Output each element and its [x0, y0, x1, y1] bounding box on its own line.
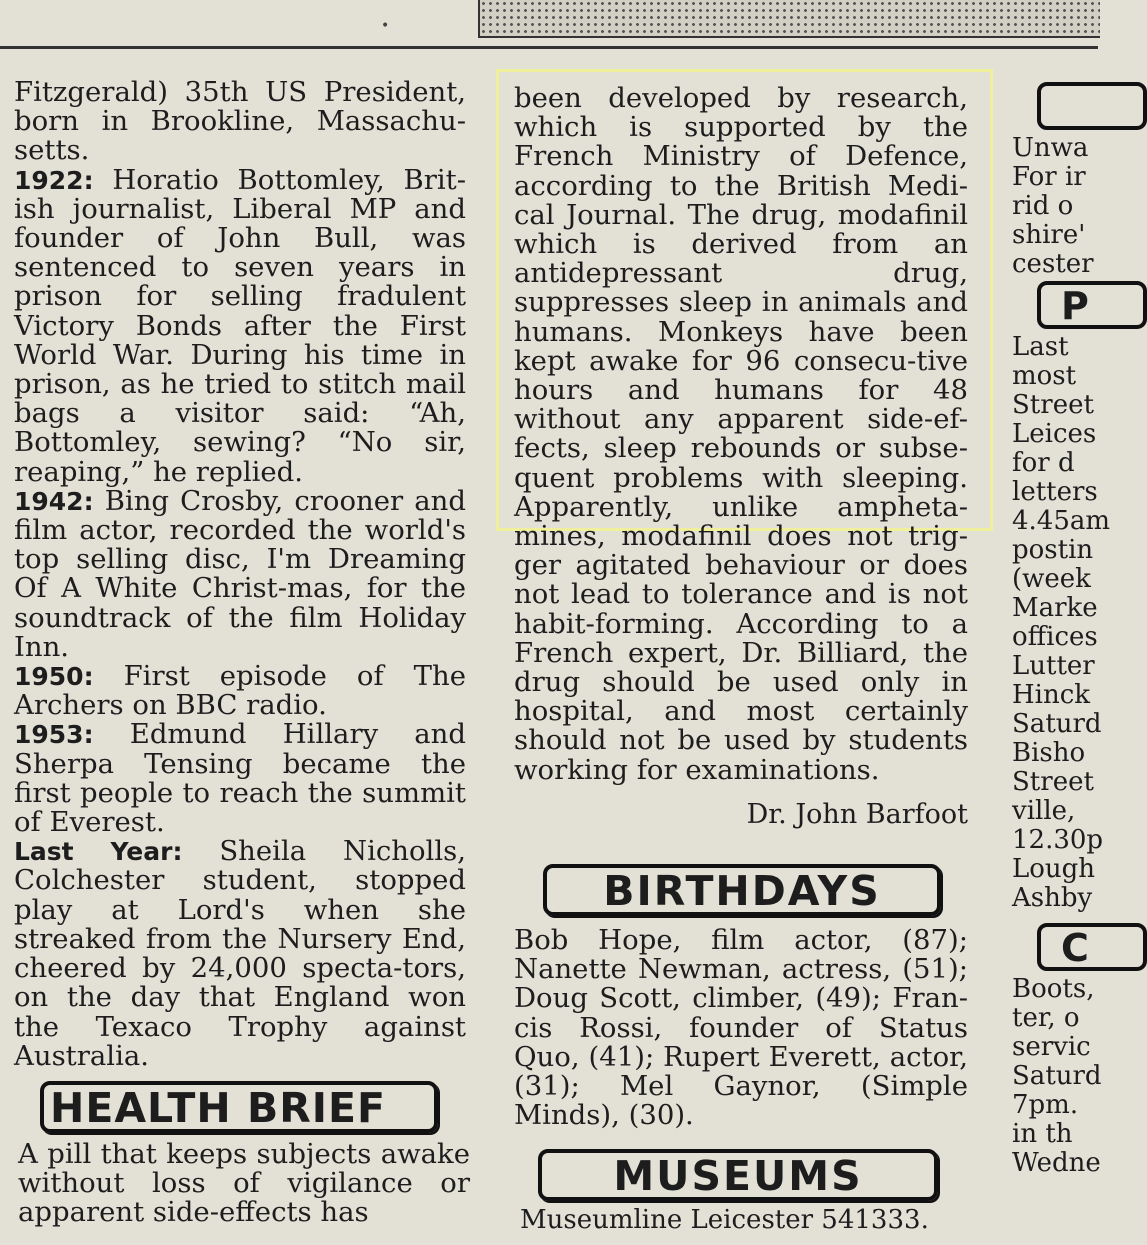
cropped-line: postin	[1012, 535, 1094, 565]
page-rule	[0, 46, 1098, 49]
entry-1953	[14, 720, 466, 837]
cropped-heading-c: C	[1037, 923, 1147, 971]
entry-text: Horatio Bottomley, Brit-ish journalist, Liberal MP and founder of John Bull, was sentenced to seven years in prison for selling fradulent Victory Bonds after the First World War. During his time in prison, as he tried to stitch mail bags a visitor said: “Ah, Bottomley, sewing? “No sir, reaping,” he replied.	[14, 163, 466, 488]
cropped-line: ville,	[1012, 796, 1076, 826]
cropped-line: cester	[1012, 249, 1094, 279]
cropped-line: Boots,	[1012, 974, 1095, 1004]
entry-year: 1922:	[14, 165, 94, 195]
cropped-line: Unwa	[1012, 133, 1089, 163]
cropped-line: Marke	[1012, 593, 1098, 623]
cropped-lines-c	[1012, 974, 1102, 1178]
cropped-line: Lutter	[1012, 651, 1095, 681]
cropped-line: Saturd	[1012, 709, 1102, 739]
entry-text: First episode of The Archers on BBC radio.	[14, 660, 466, 722]
entry-year: 1942:	[14, 486, 94, 516]
entry-last-year	[14, 837, 466, 1071]
cropped-line: Saturd	[1012, 1061, 1102, 1091]
halftone-strip	[478, 0, 1100, 38]
cropped-lines-b	[1012, 332, 1111, 913]
entry-year: Last Year:	[14, 837, 183, 867]
article-signature: Dr. John Barfoot	[746, 798, 968, 830]
cropped-line: Ashby	[1012, 883, 1093, 913]
entry-text: Sheila Nicholls, Colchester student, stopped play at Lord's when she streaked from the Nursery End, cheered by 24,000 specta-tors, on the day that England won the Texaco Trophy against Australia.	[14, 835, 466, 1072]
cropped-line: For ir	[1012, 162, 1086, 192]
cropped-line: offices	[1012, 622, 1098, 652]
cropped-heading-box	[1037, 82, 1147, 130]
entry-1942	[14, 484, 466, 663]
cropped-line: (week	[1012, 564, 1091, 594]
cropped-line: most	[1012, 361, 1077, 391]
cropped-heading-p: P	[1037, 281, 1147, 329]
cropped-line: Hinck	[1012, 680, 1091, 710]
entry-jfk	[14, 78, 466, 166]
cropped-line: Leices	[1012, 419, 1097, 449]
museums-text: Museumline Leicester 541333.	[520, 1205, 929, 1235]
print-speck: •	[381, 18, 390, 34]
cropped-line: Street	[1012, 390, 1094, 420]
cropped-line: Wedne	[1012, 1148, 1101, 1178]
birthdays-text: Bob Hope, film actor, (87); Nanette Newman, actress, (51); Doug Scott, climber, (49); Fran-cis Rossi, founder of Status Quo, (41); Rupert Everett, actor, (31); Mel Gaynor, (Simple Minds), (30).	[514, 924, 968, 1132]
cropped-line: Lough	[1012, 854, 1096, 884]
entry-1950	[14, 662, 466, 720]
column-health-continued	[514, 84, 968, 830]
entry-year: 1953:	[14, 720, 94, 750]
cropped-line: letters	[1012, 477, 1098, 507]
cropped-line: Last	[1012, 332, 1069, 362]
column-on-this-day	[14, 78, 466, 1071]
cropped-line: servic	[1012, 1032, 1091, 1062]
museums-heading: MUSEUMS	[538, 1149, 938, 1201]
health-brief-text: A pill that keeps subjects awake without loss of vigilance or apparent side-effects has	[18, 1138, 470, 1229]
cropped-line: 4.45am	[1012, 506, 1111, 536]
cropped-line: in th	[1012, 1119, 1073, 1149]
cropped-line: 12.30p	[1012, 825, 1104, 855]
health-brief-heading: HEALTH BRIEF	[40, 1081, 438, 1133]
cropped-lines-a	[1012, 134, 1098, 279]
cropped-line: for d	[1012, 448, 1075, 478]
cropped-line: shire'	[1012, 220, 1086, 250]
entry-text: Fitzgerald) 35th US President, born in Brookline, Massachu-setts.	[14, 76, 466, 167]
cropped-line: 7pm.	[1012, 1090, 1079, 1120]
column-cropped-right	[1012, 88, 1111, 1178]
birthdays-heading: BIRTHDAYS	[543, 864, 941, 916]
cropped-line: rid o	[1012, 191, 1074, 221]
cropped-line: Bisho	[1012, 738, 1086, 768]
entry-1922	[14, 163, 466, 488]
entry-text: Edmund Hillary and Sherpa Tensing became the first people to reach the summit of Everest.	[14, 718, 467, 839]
cropped-line: ter, o	[1012, 1003, 1080, 1033]
entry-year: 1950:	[14, 662, 94, 692]
entry-text: Bing Crosby, crooner and film actor, recorded the world's top selling disc, I'm Dreaming Of A White Christ-mas, for the soundtrack of the film Holiday Inn.	[14, 484, 466, 663]
health-article-text: been developed by research, which is supported by the French Ministry of Defence, according to the British Medi-cal Journal. The drug, modafinil which is derived from an antidepressant drug, suppresses sleep in animals and humans. Monkeys have been kept awake for 96 consecu-tive hours and humans for 48 without any apparent side-ef-fects, sleep rebounds or subse-quent problems with sleeping. Apparently, unlike ampheta-mines, modafinil does not trig-ger agitated behaviour or does not lead to tolerance and is not habit-forming. According to a French expert, Dr. Billiard, the drug should be used only in hospital, and most certainly should not be used by students working for examinations.	[514, 82, 968, 786]
cropped-line: Street	[1012, 767, 1094, 797]
